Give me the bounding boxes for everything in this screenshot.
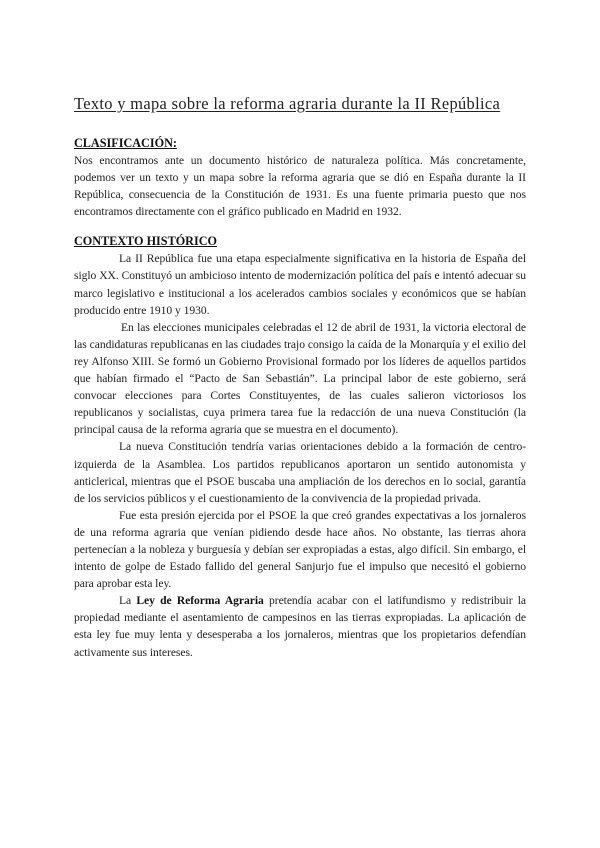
paragraph-contexto-3: La nueva Constitución tendría varias orientaciones debido a la formación de centro-izquierda de la Asamblea. Los partidos republicanos aportaron un sentido autonomista y anticlerical, mientras que el PSOE buscaba una ampliación de los derechos en lo social, garantía de los servicios públicos y el cuestionamiento de la convivencia de la propiedad privada. [74, 440, 526, 505]
section-clasificacion [74, 135, 526, 220]
paragraph-contexto-5-after: pretendía acabar con el latifundismo y redistribuir la propiedad mediante el asentamiento de campesinos en las tierras expropiadas. La aplicación de esta ley fue muy lenta y desesperaba a los jornaleros, mientras que los propietarios defendían activamente sus intereses. [74, 594, 526, 659]
document-title: Texto y mapa sobre la reforma agraria durante la II República [74, 94, 501, 113]
paragraph-contexto-4: Fue esta presión ejercida por el PSOE la que creó grandes expectativas a los jornaleros de una reforma agraria que venían pidiendo desde hace años. No obstante, las tierras ahora pertenecían a la nobleza y burguesía y debían ser expropiadas a estas, algo difícil. Sin embargo, el intento de golpe de Estado fallido del general Sanjurjo fue el impulso que necesitó el gobierno para aprobar esta ley. [74, 508, 526, 591]
paragraph-clasificacion: Nos encontramos ante un documento histórico de naturaleza política. Más concretamente, podemos ver un texto y un mapa sobre la reforma agraria que se dió en España durante la II República, consecuencia de la Constitución de 1931. Es una fuente primaria puesto que nos encontramos directamente con el gráfico publicado en Madrid en 1932. [74, 154, 526, 219]
paragraph-contexto-2: En las elecciones municipales celebradas el 12 de abril de 1931, la victoria electoral de las candidaturas republicanas en las ciudades trajo consigo la caída de la Monarquía y el exilio del rey Alfonso XIII. Se formó un Gobierno Provisional formado por los líderes de aquellos partidos que habían firmado el “Pacto de San Sebastián”. La principal labor de este gobierno, será convocar elecciones para Cortes Constituyentes, de las cuales salieron victoriosos los republicanos y socialistas, cuya primera tarea fue la redacción de una nueva Constitución (la principal causa de la reforma agraria que se muestra en el documento). [74, 320, 526, 437]
ley-reforma-agraria-term: Ley de Reforma Agraria [136, 594, 264, 608]
document-body [74, 135, 526, 661]
paragraph-contexto-1: La II República fue una etapa especialmente significativa en la historia de España del siglo XX. Constituyó un ambicioso intento de modernización política del país e intentó adecuar su marco legislativo e institucional a los acelerados cambios sociales y económicos que se habían producido entre 1910 y 1930. [74, 252, 526, 317]
paragraph-contexto-5 [74, 592, 526, 660]
section-heading-contexto-historico: CONTEXTO HISTÓRICO [74, 234, 218, 249]
section-heading-clasificacion: CLASIFICACIÓN: [74, 136, 177, 150]
paragraph-contexto-5-before: La [119, 594, 137, 608]
section-contexto-historico [74, 233, 526, 660]
